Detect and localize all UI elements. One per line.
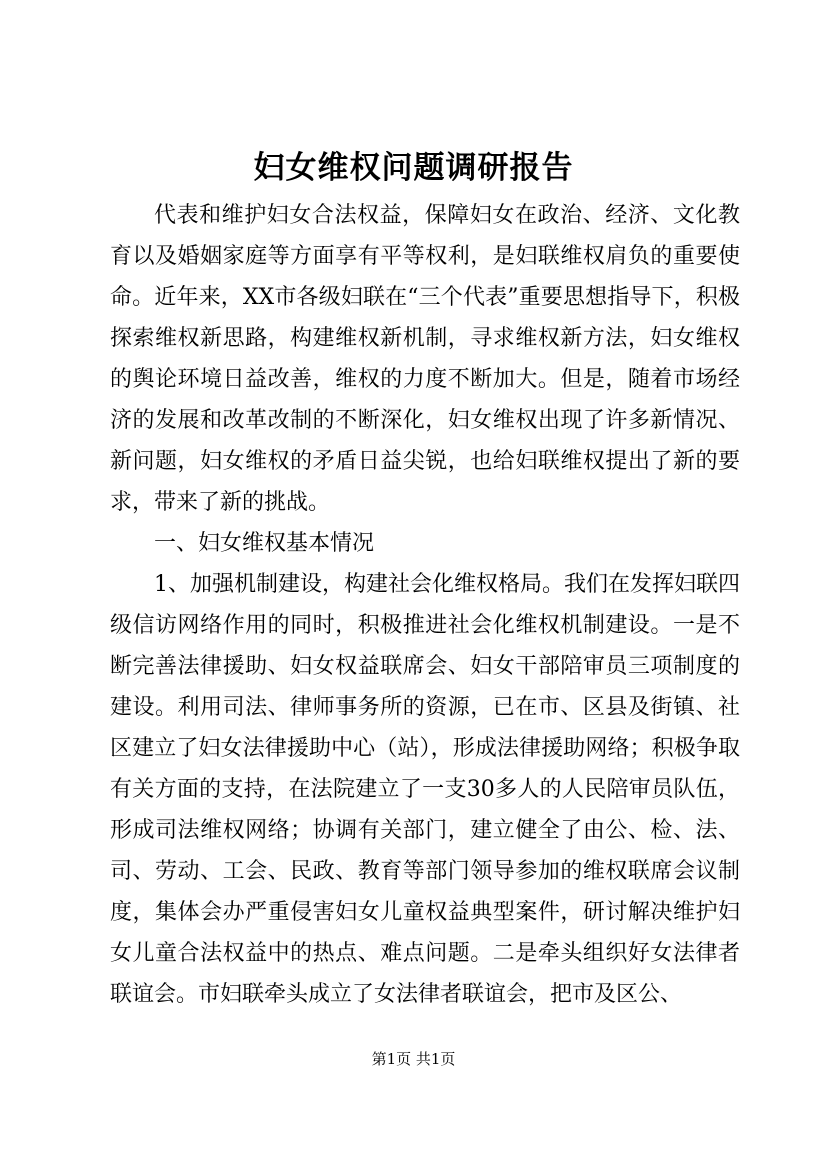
page-number-footer: 第1页 共1页 <box>371 1050 456 1068</box>
document-body <box>110 195 740 1015</box>
section-paragraph: 1、加强机制建设，构建社会化维权格局。我们在发挥妇联四级信访网络作用的同时，积极推进社会化维权机制建设。一是不断完善法律援助、妇女权益联席会、妇女干部陪审员三项制度的建设。利用司法、律师事务所的资源，已在市、区县及街镇、社区建立了妇女法律援助中心（站），形成法律援助网络；积极争取有关方面的支持，在法院建立了一支30多人的人民陪审员队伍，形成司法维权网络；协调有关部门，建立健全了由公、检、法、司、劳动、工会、民政、教育等部门领导参加的维权联席会议制度，集体会办严重侵害妇女儿童权益典型案件，研讨解决维护妇女儿童合法权益中的热点、难点问题。二是牵头组织好女法律者联谊会。市妇联牵头成立了女法律者联谊会，把市及区公、 <box>110 572 740 1007</box>
intro-paragraph: 代表和维护妇女合法权益，保障妇女在政治、经济、文化教育以及婚姻家庭等方面享有平等权利，是妇联维权肩负的重要使命。近年来，XX市各级妇联在“三个代表”重要思想指导下，积极探索维权新思路，构建维权新机制，寻求维权新方法，妇女维权的舆论环境日益改善，维权的力度不断加大。但是，随着市场经济的发展和改革改制的不断深化，妇女维权出现了许多新情况、新问题，妇女维权的矛盾日益尖锐，也给妇联维权提出了新的要求，带来了新的挑战。 <box>110 203 740 515</box>
section-heading: 一、妇女维权基本情况 <box>154 531 375 556</box>
document-title: 妇女维权问题调研报告 <box>253 150 574 186</box>
